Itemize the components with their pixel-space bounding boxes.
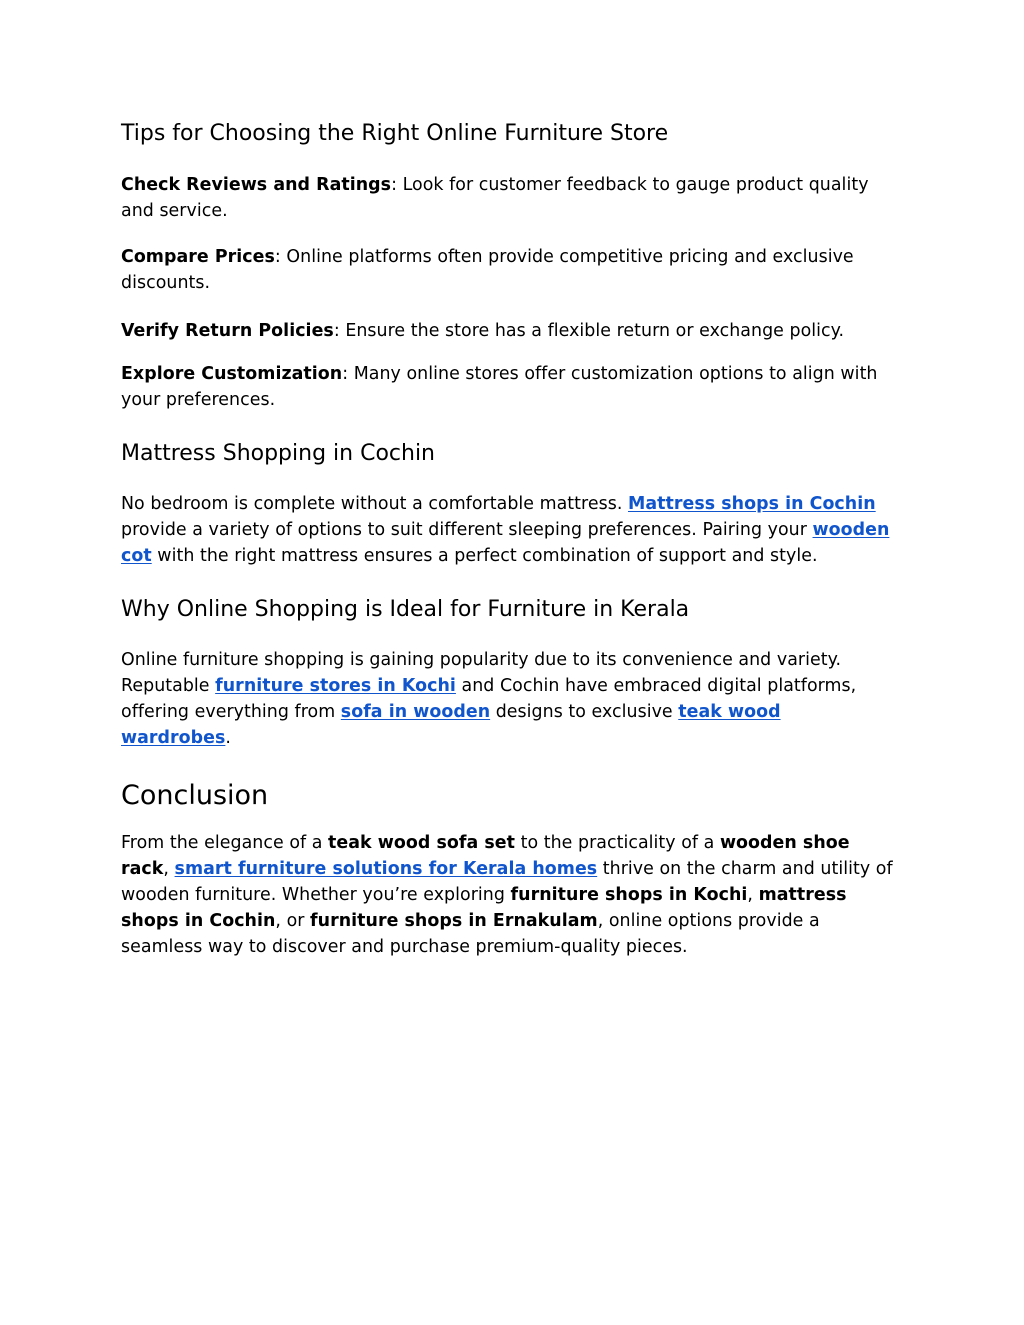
mattress-shops-cochin-link[interactable]: Mattress shops in Cochin	[628, 494, 876, 514]
text-run: , online options provide a seamless way to discover and purchase premium-quality pieces.	[121, 911, 820, 957]
text-run: .	[225, 728, 231, 748]
text-run: with the right mattress ensures a perfect combination of support and style.	[151, 546, 818, 566]
text-run: designs to exclusive	[490, 702, 679, 722]
tip-text: : Ensure the store has a flexible return or exchange policy.	[333, 321, 845, 341]
bold-phrase: furniture shops in Kochi	[510, 885, 748, 905]
text-run: ,	[747, 885, 759, 905]
tip-term: Explore Customization	[121, 364, 343, 384]
tip-reviews	[121, 172, 896, 224]
tip-returns	[121, 318, 896, 344]
text-run: ,	[163, 859, 175, 879]
text-run: Online furniture shopping is gaining popularity due to its convenience and variety. Reputable	[121, 650, 842, 696]
text-run: No bedroom is complete without a comfortable mattress.	[121, 494, 628, 514]
conclusion-paragraph	[121, 830, 896, 960]
mattress-paragraph	[121, 491, 896, 569]
text-run: From the elegance of a	[121, 833, 329, 853]
mattress-heading: Mattress Shopping in Cochin	[121, 441, 436, 466]
text-run: provide a variety of options to suit different sleeping preferences. Pairing your	[121, 520, 813, 540]
teak-wood-wardrobes-link[interactable]: teak wood wardrobes	[121, 702, 781, 748]
smart-furniture-solutions-link[interactable]: smart furniture solutions for Kerala homes	[174, 859, 598, 879]
tip-text: : Look for customer feedback to gauge product quality and service.	[121, 175, 869, 221]
text-run: to the practicality of a	[515, 833, 720, 853]
wooden-cot-link[interactable]: wooden cot	[121, 520, 890, 566]
bold-phrase: furniture shops in Ernakulam	[310, 911, 598, 931]
tip-text: : Many online stores offer customization options to align with your preferences.	[121, 364, 878, 410]
document-page	[121, 118, 896, 960]
bold-phrase: teak wood sofa set	[328, 833, 515, 853]
conclusion-heading: Conclusion	[121, 780, 269, 811]
bold-phrase: wooden shoe rack	[121, 833, 850, 879]
tip-term: Verify Return Policies	[121, 321, 334, 341]
tip-term: Compare Prices	[121, 247, 275, 267]
tip-prices	[121, 244, 896, 296]
text-run: , or	[275, 911, 311, 931]
bold-phrase: mattress shops in Cochin	[121, 885, 847, 931]
online-heading: Why Online Shopping is Ideal for Furniture in Kerala	[121, 597, 690, 622]
online-paragraph	[121, 647, 896, 751]
tip-text: : Online platforms often provide competitive pricing and exclusive discounts.	[121, 247, 854, 293]
sofa-in-wooden-link[interactable]: sofa in wooden	[340, 702, 491, 722]
tip-term: Check Reviews and Ratings	[121, 175, 392, 195]
text-run: and Cochin have embraced digital platforms, offering everything from	[121, 676, 857, 722]
tip-customization	[121, 361, 896, 413]
tips-heading: Tips for Choosing the Right Online Furniture Store	[121, 121, 669, 146]
text-run: thrive on the charm and utility of wooden furniture. Whether you’re exploring	[121, 859, 893, 905]
furniture-stores-kochi-link[interactable]: furniture stores in Kochi	[215, 676, 456, 696]
